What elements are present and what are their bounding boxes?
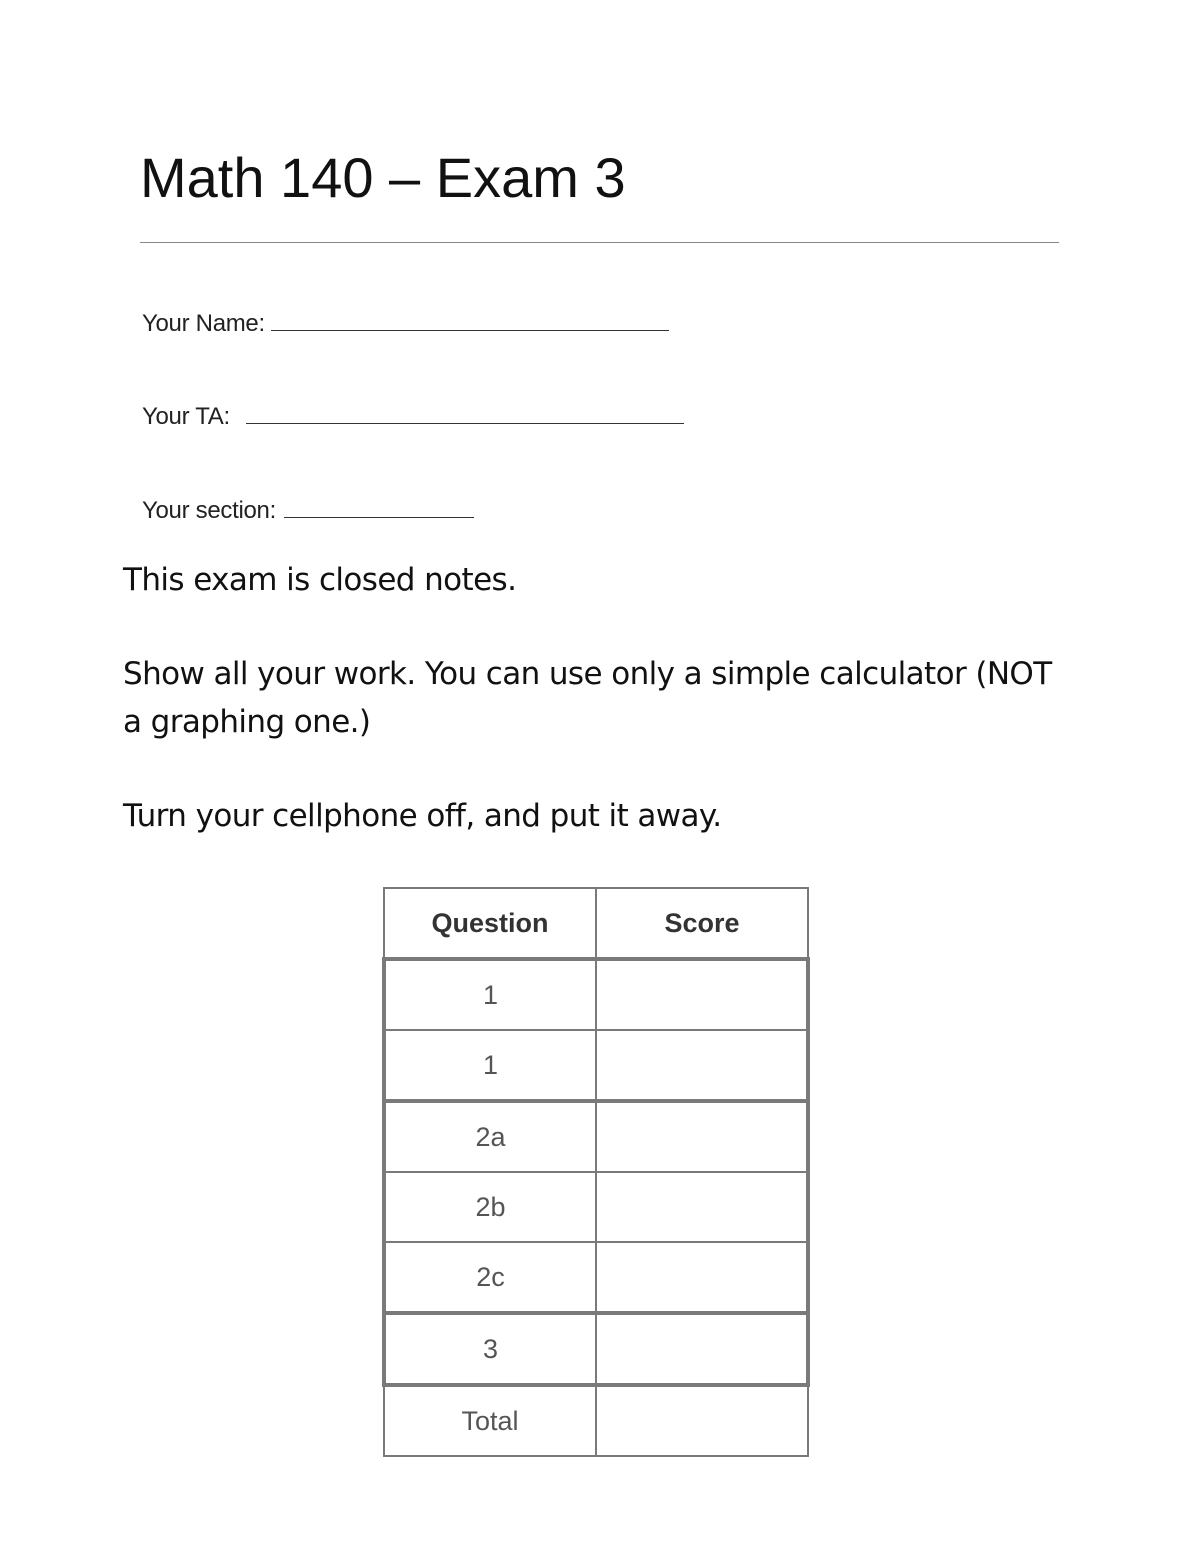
- exam-instructions: [123, 556, 1063, 840]
- table-row: [384, 1101, 808, 1172]
- ta-label: Your TA:: [142, 403, 230, 430]
- score-cell[interactable]: [596, 1101, 808, 1172]
- title-divider: [140, 242, 1059, 243]
- instruction-closed-notes: This exam is closed notes.: [123, 562, 517, 598]
- section-blank-line[interactable]: [284, 497, 474, 518]
- ta-blank-line[interactable]: [246, 403, 684, 424]
- table-row: [384, 959, 808, 1030]
- question-cell: 2a: [384, 1101, 596, 1172]
- table-row: [384, 1242, 808, 1313]
- score-table: [382, 887, 810, 1457]
- score-cell[interactable]: [596, 1242, 808, 1313]
- question-cell: 3: [384, 1313, 596, 1385]
- score-column-header: Score: [596, 888, 808, 959]
- total-row: [384, 1385, 808, 1456]
- name-blank-line[interactable]: [271, 310, 669, 331]
- score-cell[interactable]: [596, 1172, 808, 1242]
- score-cell[interactable]: [596, 959, 808, 1030]
- score-table-header-row: [384, 888, 808, 959]
- question-cell: 2b: [384, 1172, 596, 1242]
- question-column-header: Question: [384, 888, 596, 959]
- instruction-show-work: Show all your work. You can use only a simple calculator (NOT a graphing one.): [123, 656, 1052, 740]
- section-field: [142, 497, 474, 525]
- total-label-cell: Total: [384, 1385, 596, 1456]
- table-row: [384, 1313, 808, 1385]
- table-row: [384, 1172, 808, 1242]
- section-label: Your section:: [142, 497, 276, 524]
- instruction-cellphone: Turn your cellphone off, and put it away.: [123, 798, 722, 834]
- ta-field: [142, 403, 684, 431]
- name-label: Your Name:: [142, 310, 265, 337]
- score-cell[interactable]: [596, 1030, 808, 1101]
- score-cell[interactable]: [596, 1313, 808, 1385]
- question-cell: 1: [384, 959, 596, 1030]
- table-row: [384, 1030, 808, 1101]
- question-cell: 1: [384, 1030, 596, 1101]
- total-score-cell[interactable]: [596, 1385, 808, 1456]
- page-title: Math 140 – Exam 3: [140, 146, 626, 209]
- name-field: [142, 310, 669, 338]
- question-cell: 2c: [384, 1242, 596, 1313]
